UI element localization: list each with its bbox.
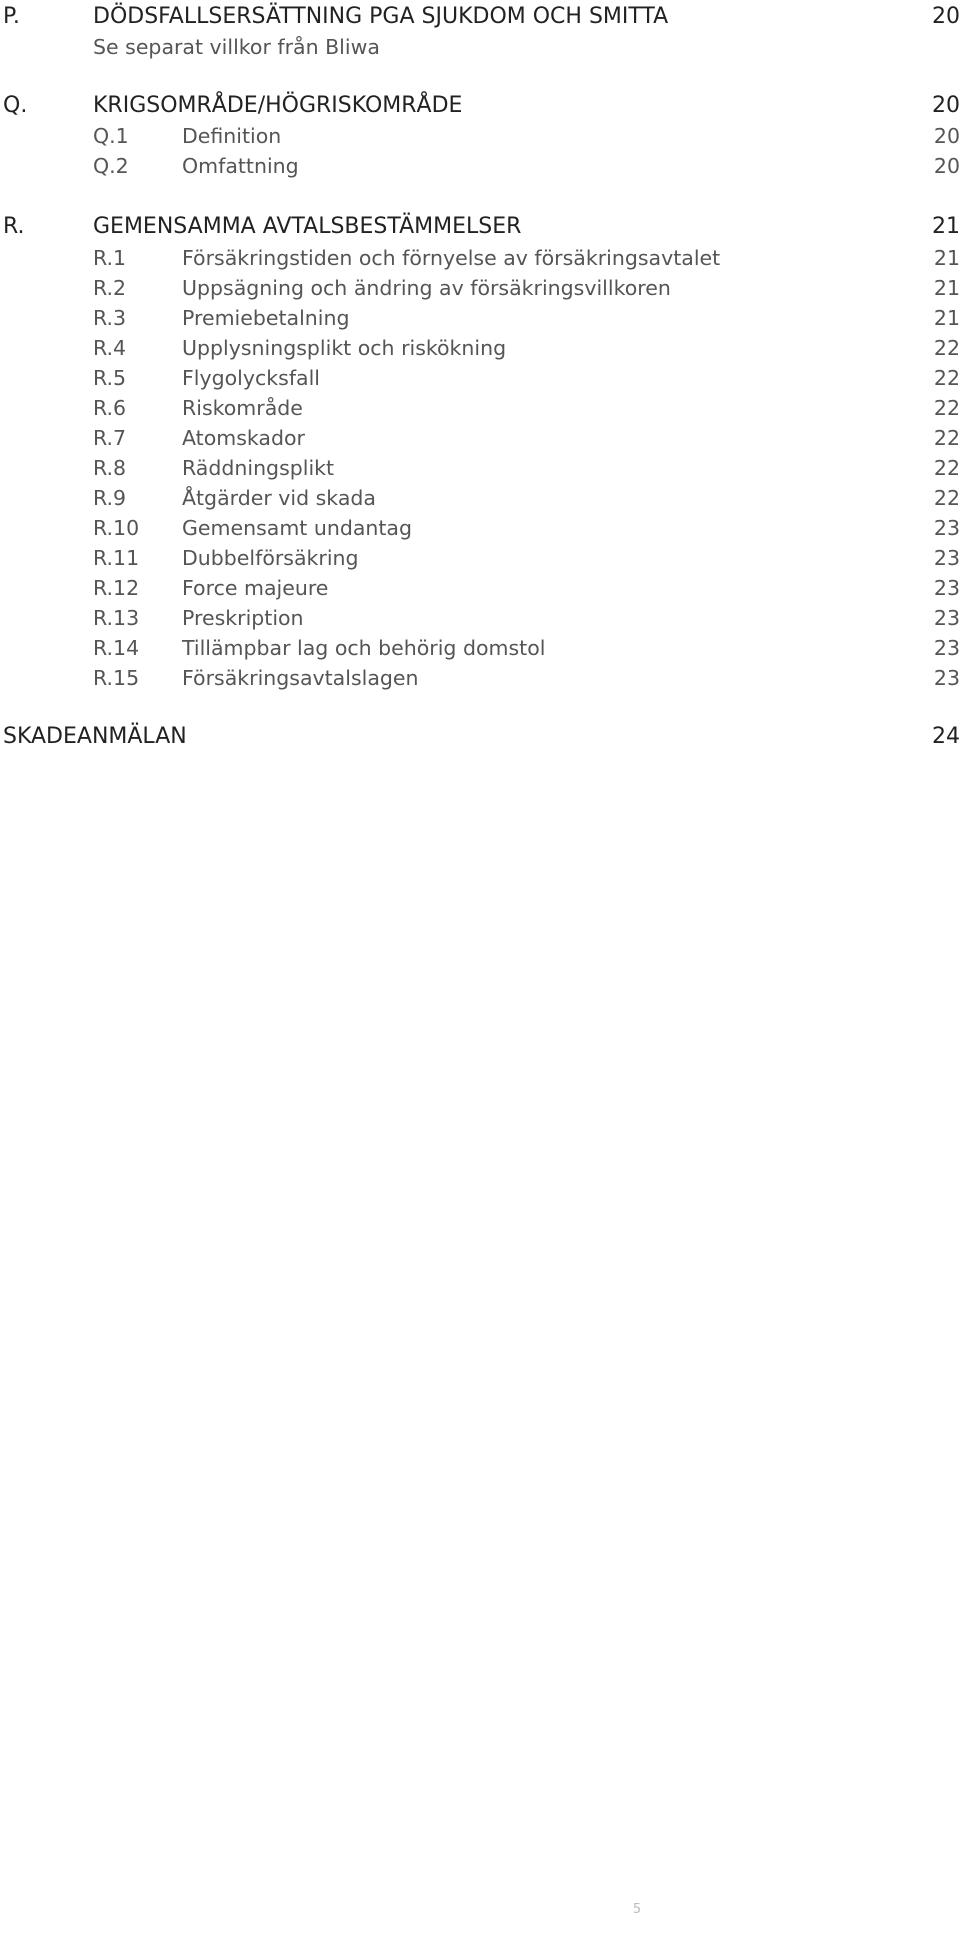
toc-section-r[interactable] [0,212,960,242]
item-title: Räddningsplikt [182,456,335,480]
item-number: R.7 [93,426,127,450]
item-page: 22 [933,486,960,510]
item-number: R.1 [93,246,127,270]
item-title: Force majeure [182,576,329,600]
item-page: 22 [933,426,960,450]
item-number: R.2 [93,276,127,300]
item-page: 20 [933,124,960,148]
item-page: 23 [933,516,960,540]
section-title: DÖDSFALLSERSÄTTNING PGA SJUKDOM OCH SMITTA [93,4,669,29]
toc-item[interactable] [0,483,960,513]
item-number: R.10 [93,516,140,540]
item-title: Upplysningsplikt och riskökning [182,336,507,360]
item-number: R.14 [93,636,140,660]
item-page: 23 [933,546,960,570]
item-title: Tillämpbar lag och behörig domstol [182,636,546,660]
toc-item[interactable] [0,121,960,151]
final-entry-title: SKADEANMÄLAN [3,724,187,749]
item-number: R.6 [93,396,127,420]
item-title: Definition [182,124,282,148]
item-page: 23 [933,576,960,600]
toc-item[interactable] [0,513,960,543]
section-number: P. [3,4,20,29]
toc-item[interactable] [0,603,960,633]
page-number: 5 [632,1902,642,1917]
toc-item[interactable] [0,423,960,453]
item-number: R.15 [93,666,140,690]
toc-item[interactable] [0,151,960,181]
item-page: 22 [933,456,960,480]
item-number: R.3 [93,306,127,330]
item-number: R.8 [93,456,127,480]
item-number: R.12 [93,576,140,600]
item-page: 23 [933,636,960,660]
item-title: Omfattning [182,154,299,178]
item-number: R.11 [93,546,140,570]
item-title: Atomskador [182,426,305,450]
item-page: 22 [933,396,960,420]
section-number: R. [3,214,25,239]
item-number: R.13 [93,606,140,630]
section-page: 21 [932,214,960,239]
toc-item[interactable] [0,393,960,423]
item-number: R.5 [93,366,127,390]
toc-item[interactable] [0,243,960,273]
section-title: GEMENSAMMA AVTALSBESTÄMMELSER [93,214,522,239]
section-page: 20 [932,93,960,118]
toc-final-entry[interactable] [0,722,960,752]
section-note: Se separat villkor från Bliwa [93,35,380,59]
item-title: Försäkringsavtalslagen [182,666,419,690]
item-title: Försäkringstiden och förnyelse av försäkringsavtalet [182,246,721,270]
item-title: Riskområde [182,396,303,420]
item-page: 23 [933,666,960,690]
toc-item[interactable] [0,273,960,303]
section-number: Q. [3,93,28,118]
item-page: 22 [933,366,960,390]
item-number: Q.1 [93,124,129,148]
item-page: 22 [933,336,960,360]
item-number: Q.2 [93,154,129,178]
toc-section-note [0,32,960,62]
item-title: Preskription [182,606,304,630]
item-page: 21 [933,246,960,270]
item-page: 21 [933,276,960,300]
toc-item[interactable] [0,333,960,363]
item-title: Dubbelförsäkring [182,546,359,570]
item-title: Åtgärder vid skada [182,486,376,510]
toc-item[interactable] [0,543,960,573]
final-entry-page: 24 [932,724,960,749]
item-page: 20 [933,154,960,178]
item-title: Flygolycksfall [182,366,320,390]
section-title: KRIGSOMRÅDE/HÖGRISKOMRÅDE [93,93,463,118]
toc-item[interactable] [0,363,960,393]
toc-item[interactable] [0,573,960,603]
toc-item[interactable] [0,663,960,693]
item-title: Gemensamt undantag [182,516,413,540]
item-title: Premiebetalning [182,306,350,330]
item-number: R.4 [93,336,127,360]
item-number: R.9 [93,486,127,510]
toc-section-q[interactable] [0,91,960,121]
toc-item[interactable] [0,303,960,333]
item-page: 23 [933,606,960,630]
item-page: 21 [933,306,960,330]
toc-item[interactable] [0,633,960,663]
toc-section-p[interactable] [0,2,960,32]
section-page: 20 [932,4,960,29]
item-title: Uppsägning och ändring av försäkringsvillkoren [182,276,671,300]
toc-item[interactable] [0,453,960,483]
